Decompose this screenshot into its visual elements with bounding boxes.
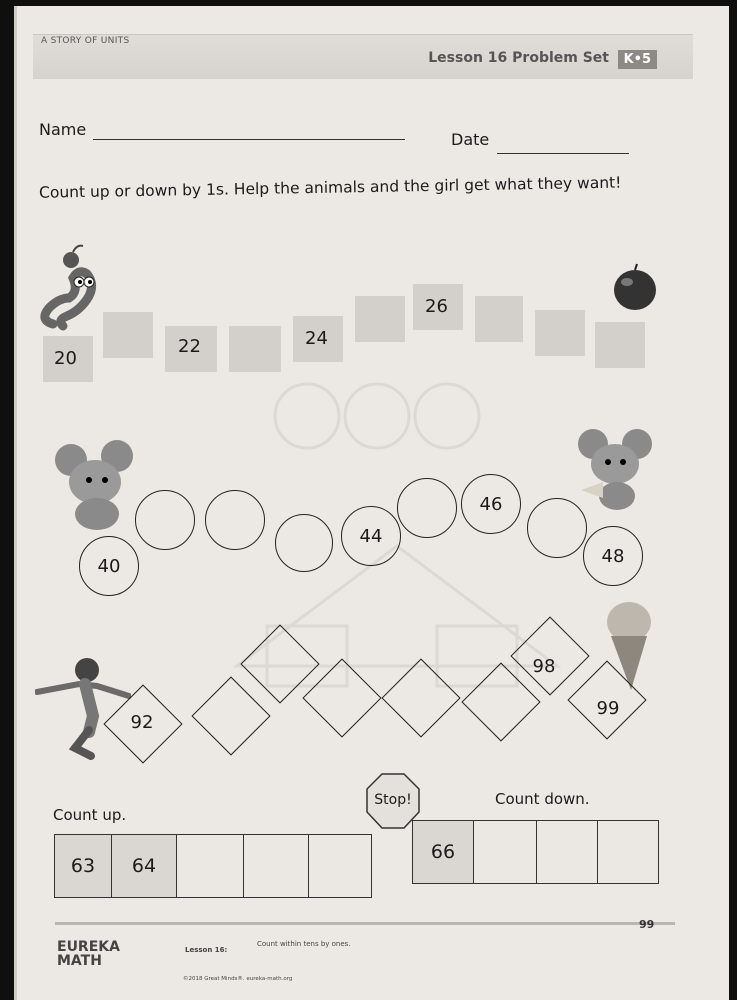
count-up-cell-blank[interactable] bbox=[308, 834, 372, 898]
copyright: ©2018 Great Minds®. eureka-math.org bbox=[183, 976, 293, 982]
lesson-title: Lesson 16 Problem Set bbox=[428, 50, 609, 66]
square-blank[interactable] bbox=[475, 296, 523, 342]
count-down-cell-blank[interactable] bbox=[473, 820, 537, 884]
date-label: Date bbox=[451, 130, 490, 149]
count-down-boxes bbox=[413, 820, 659, 884]
circle-46: 46 bbox=[461, 474, 521, 534]
logo-line-2: MATH bbox=[57, 953, 102, 969]
count-down-cell-blank[interactable] bbox=[597, 820, 659, 884]
count-up-cell: 64 bbox=[111, 834, 177, 898]
footer-lesson-desc: Count within tens by ones. bbox=[257, 940, 351, 948]
count-down-label: Count down. bbox=[495, 790, 590, 808]
circle-44: 44 bbox=[341, 506, 401, 566]
mouse-icon bbox=[53, 440, 135, 534]
name-line[interactable] bbox=[93, 139, 405, 140]
count-up-cell-blank[interactable] bbox=[176, 834, 244, 898]
mouse-with-cheese-icon bbox=[573, 426, 657, 516]
square-number: 24 bbox=[305, 328, 328, 349]
count-up-boxes bbox=[55, 834, 372, 898]
diamond-number: 98 bbox=[532, 656, 556, 677]
count-up-label: Count up. bbox=[53, 806, 127, 824]
instructions: Count up or down by 1s. Help the animals and the girl get what they want! bbox=[38, 173, 622, 202]
square-blank[interactable] bbox=[595, 322, 645, 368]
curriculum-label: A STORY OF UNITS bbox=[41, 36, 130, 46]
diamond-number: 99 bbox=[596, 698, 620, 719]
square-blank[interactable] bbox=[103, 312, 153, 358]
circle-48: 48 bbox=[583, 526, 643, 586]
square-blank[interactable] bbox=[355, 296, 405, 342]
circle-blank[interactable] bbox=[135, 490, 195, 550]
count-down-cell: 66 bbox=[412, 820, 474, 884]
circle-blank[interactable] bbox=[397, 478, 457, 538]
grade-badge: K•5 bbox=[618, 50, 657, 69]
count-down-cell-blank[interactable] bbox=[536, 820, 598, 884]
square-blank[interactable] bbox=[229, 326, 281, 372]
footer-lesson-label: Lesson 16: bbox=[185, 946, 228, 954]
square-number: 26 bbox=[425, 296, 448, 317]
date-line[interactable] bbox=[497, 153, 629, 154]
square-number: 22 bbox=[178, 336, 201, 357]
circle-blank[interactable] bbox=[275, 514, 333, 572]
logo-line-1: EUREKA bbox=[57, 939, 120, 955]
circle-40: 40 bbox=[79, 536, 139, 596]
stop-sign-label: Stop! bbox=[374, 792, 412, 808]
footer-rule bbox=[55, 922, 675, 925]
eureka-math-logo bbox=[57, 940, 120, 968]
worksheet-page bbox=[14, 6, 729, 1000]
name-label: Name bbox=[39, 120, 87, 139]
square-number: 20 bbox=[54, 348, 77, 369]
snake-icon bbox=[33, 242, 103, 332]
count-up-cell-blank[interactable] bbox=[243, 834, 309, 898]
count-up-cell: 63 bbox=[54, 834, 112, 898]
circle-blank[interactable] bbox=[527, 498, 587, 558]
page-number: 99 bbox=[639, 918, 655, 931]
apple-icon bbox=[611, 262, 659, 312]
square-blank[interactable] bbox=[535, 310, 585, 356]
circle-blank[interactable] bbox=[205, 490, 265, 550]
diamond-number: 92 bbox=[130, 712, 154, 733]
jumping-girl-icon bbox=[35, 652, 131, 762]
